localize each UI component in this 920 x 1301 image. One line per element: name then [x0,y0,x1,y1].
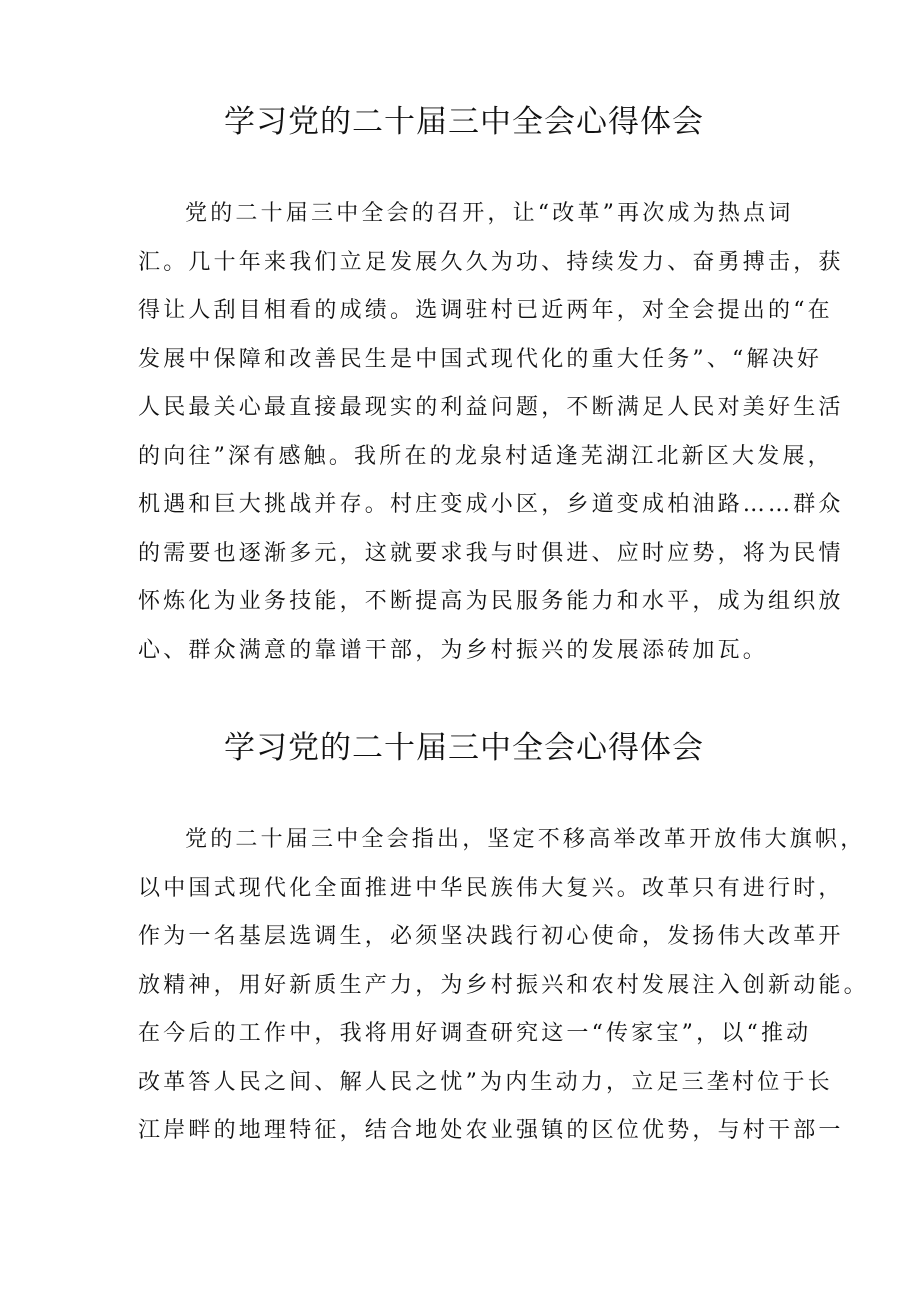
paragraph-line: 怀炼化为业务技能，不断提高为民服务能力和水平，成为组织放 [138,589,844,614]
paragraph-line: 党的二十届三中全会指出，坚定不移高举改革开放伟大旗帜， [185,827,866,852]
paragraph-line: 机遇和巨大挑战并存。村庄变成小区，乡道变成柏油路……群众 [138,492,844,517]
paragraph-line: 以中国式现代化全面推进中华民族伟大复兴。改革只有进行时， [138,875,844,901]
paragraph-line: 的需要也逐渐多元，这就要求我与时俱进、应时应势，将为民情 [138,540,844,566]
essay-section-2 [0,722,920,1143]
paragraph-line: 人民最关心最直接最现实的利益问题，不断满足人民对美好生活 [138,395,844,420]
paragraph-line: 党的二十届三中全会的召开，让“改革”再次成为热点词 [185,201,794,226]
section-title: 学习党的二十届三中全会心得体会 [224,730,704,766]
paragraph-line: 得让人刮目相看的成绩。选调驻村已近两年，对全会提出的“在 [138,298,833,323]
paragraph-line: 的向往”深有感触。我所在的龙泉村适逢芜湖江北新区大发展， [138,443,833,469]
paragraph-line: 汇。几十年来我们立足发展久久为功、持续发力、奋勇搏击，获 [138,249,844,275]
paragraph-line: 改革答人民之间、解人民之忧”为内生动力，立足三垄村位于长 [138,1069,833,1095]
essay-section-1 [0,96,920,663]
section-paragraph [138,816,869,1156]
paragraph-line: 放精神，用好新质生产力，为乡村振兴和农村发展注入创新动能。 [138,972,869,998]
paragraph-line: 在今后的工作中，我将用好调查研究这一“传家宝”，以“推动 [138,1021,812,1046]
paragraph-line: 发展中保障和改善民生是中国式现代化的重大任务”、“解决好 [138,346,823,372]
section-title: 学习党的二十届三中全会心得体会 [224,104,704,140]
paragraph-line: 作为一名基层选调生，必须坚决践行初心使命，发扬伟大改革开 [138,924,844,949]
paragraph-line: 江岸畔的地理特征，结合地处农业强镇的区位优势，与村干部一 [138,1118,844,1143]
section-paragraph [138,190,844,675]
paragraph-line: 心、群众满意的靠谱干部，为乡村振兴的发展添砖加瓦。 [138,637,769,663]
